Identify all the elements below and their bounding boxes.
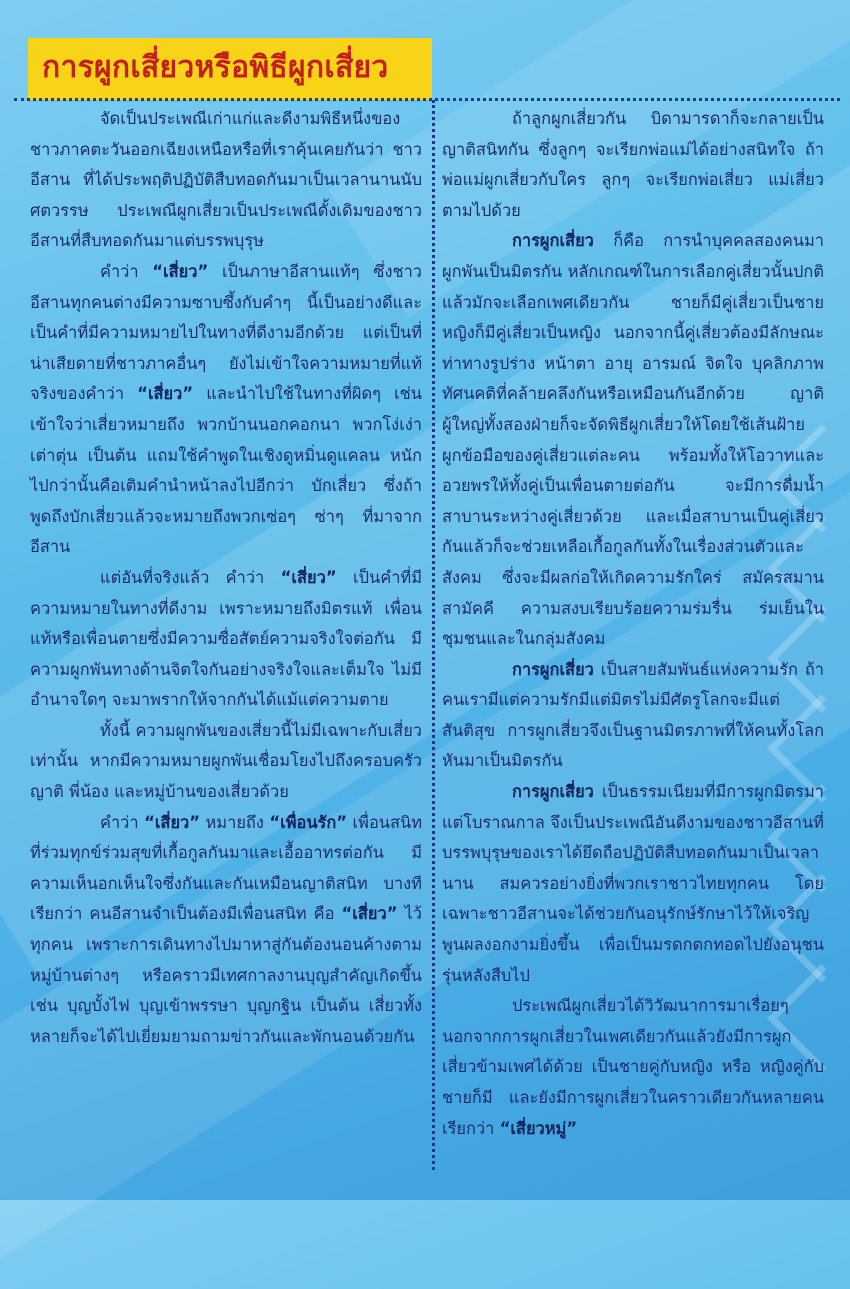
text-segment: จัดเป็นประเพณีเก่าแก่และดีงามพิธีหนึ่งของชาวภาคตะวันออกเฉียงเหนือหรือที่เราคุ้นเคยกันว่า ชาวอีสาน ที่ได้ประพฤติปฏิบัติสืบทอดกันมาเป็นเวลานานนับศตวรรษ ประเพณีผูกเสี่ยวเป็นประเพณีดั้งเดิมของชาวอีสานที่สืบทอดกันมาแต่บรรพบุรุษ xyxy=(30,109,422,251)
text-segment: ก็คือ การนำบุคคลสองคนมาผูกพันเป็นมิตรกัน หลักเกณฑ์ในการเลือกคู่เสี่ยวนั้นปกติแล้วมักจะเลือกเพศเดียวกัน ชายก็มีคู่เสี่ยวเป็นชาย หญิงก็มีคู่เสี่ยวเป็นหญิง นอกจากนี้คู่เสี่ยวต้องมีลักษณะ ท่าทางรูปร่าง หน้าตา อายุ อารมณ์ จิตใจ บุคลิกภาพ ทัศนคติที่คล้ายคลึงกันหรือเหมือนกันอีกด้วย ญาติผู้ใหญ่ทั้งสองฝ่ายก็จะจัดพิธีผูกเสี่ยวให้โดยใช้เส้นฝ้ายผูกข้อมือของคู่เสี่ยวแต่ละคน พร้อมทั้งให้โอวาทและอวยพรให้ทั้งคู่เป็นเพื่อนตายต่อกัน จะมีการดื่มน้ำสาบานระหว่างคู่เสี่ยวด้วย และเมื่อสาบานเป็นคู่เสี่ยวกันแล้วก็จะช่วยเหลือเกื้อกูลกันทั้งในเรื่องส่วนตัวและสังคม ซึ่งจะมีผลก่อให้เกิดความรักใคร่ สมัครสมานสามัคคี ความสงบเรียบร้อยความร่มรื่น ร่มเย็นในชุมชนและในกลุ่มสังคม xyxy=(442,231,824,649)
text-segment: คำว่า xyxy=(100,812,145,832)
text-segment: ทั้งนี้ ความผูกพันของเสี่ยวนี้ไม่มีเฉพาะกับเสี่ยวเท่านั้น หากมีความหมายผูกพันเชื่อมโยงไปถึงครอบครัว ญาติ พี่น้อง และหมู่บ้านของเสี่ยวด้วย xyxy=(30,720,422,802)
bold-term: “เสี่ยว” xyxy=(137,384,194,404)
bold-term: การผูกเสี่ยว xyxy=(512,659,594,679)
text-segment: เป็นภาษาอีสานแท้ๆ ซึ่งชาวอีสานทุกคนต่างมีความซาบซึ้งกับคำๆ นี้เป็นอย่างดีและเป็นคำที่มีความหมายไปในทางที่ดีงามอีกด้วย แต่เป็นที่น่าเสียดายที่ชาวภาคอื่นๆ ยังไม่เข้าใจความหมายที่แท้จริงของคำว่า xyxy=(30,261,422,404)
text-segment: ถ้าลูกผูกเสี่ยวกัน บิดามารดาก็จะกลายเป็นญาติสนิทกัน ซึ่งลูกๆ จะเรียกพ่อแม่ได้อย่างสนิทใจ ถ้าพ่อแม่ผูกเสี่ยวกับใคร ลูกๆ จะเรียกพ่อเสี่ยว แม่เสี่ยวตามไปด้วย xyxy=(442,109,824,220)
paragraph xyxy=(30,104,422,257)
paragraph xyxy=(30,716,422,808)
paragraph xyxy=(30,808,422,1053)
text-segment: และนำไปใช้ในทางที่ผิดๆ เช่น เข้าใจว่าเสี่ยวหมายถึง พวกบ้านนอกคอกนา พวกโง่เง่าเต่าตุ่น เป็นต้น แถมใช้คำพูดในเชิงดูหมิ่นดูแคลน หนักไปกว่านั้นคือเติมคำนำหน้าลงไปอีกว่า บักเสี่ยว ซึ่งถ้า พูดถึงบักเสี่ยวแล้วจะหมายถึงพวกเซ่อๆ ซ่าๆ ที่มาจากอีสาน xyxy=(30,384,422,557)
bold-term: การผูกเสี่ยว xyxy=(512,782,594,802)
paragraph xyxy=(30,257,422,563)
text-segment: เพื่อนสนิทที่ร่วมทุกข์ร่วมสุขที่เกื้อกูลกันมาและเอื้ออาทรต่อกัน มีความเห็นอกเห็นใจซึ่งกันและกันเหมือนญาติสนิท บางทีเรียกว่า คนอีสานจำเป็นต้องมีเพื่อนสนิท คือ xyxy=(30,812,423,924)
text-segment: หมายถึง xyxy=(200,812,270,832)
dotted-divider-horizontal xyxy=(14,98,840,101)
paragraph xyxy=(442,104,824,226)
text-segment: เป็นคำที่มีความหมายในทางที่ดีงาม เพราะหมายถึงมิตรแท้ เพื่อนแท้หรือเพื่อนตายซึ่งมีความซื่อสัตย์ความจริงใจต่อกัน มีความผูกพันทางด้านจิตใจกันอย่างจริงใจและเต็มใจ ไม่มีอำนาจใดๆ จะมาพรากให้จากกันได้แม้แต่ความตาย xyxy=(30,567,423,710)
text-segment: แต่อันที่จริงแล้ว คำว่า xyxy=(100,567,281,587)
text-segment: คำว่า xyxy=(100,261,153,281)
left-column xyxy=(30,104,422,1052)
title-banner xyxy=(28,38,432,100)
bold-term: การผูกเสี่ยว xyxy=(512,231,594,251)
dotted-divider-vertical xyxy=(432,100,435,1170)
paragraph xyxy=(442,655,824,777)
bold-term: “เสี่ยว” xyxy=(144,812,201,832)
bold-term: “เสี่ยวหมู่” xyxy=(499,1118,578,1138)
bold-term: “เสี่ยว” xyxy=(280,567,337,587)
right-column xyxy=(442,104,824,1144)
paragraph xyxy=(442,991,824,1144)
page-title: การผูกเสี่ยวหรือพิธีผูกเสี่ยว xyxy=(42,50,389,85)
bold-term: “เพื่อนรัก” xyxy=(269,812,348,832)
paragraph xyxy=(442,777,824,991)
bold-term: “เสี่ยว” xyxy=(341,904,398,924)
text-segment: เป็นธรรมเนียมที่มีการผูกมิตรมาแต่โบราณกาล จึงเป็นประเพณีอันดีงามของชาวอีสานที่บรรพบุรุษของเราได้ยึดถือปฏิบัติสืบทอดกันมาเป็นเวลานาน สมควรอย่างยิ่งที่พวกเราชาวไทยทุกคน โดยเฉพาะชาวอีสานจะได้ช่วยกันอนุรักษ์รักษาไว้ให้เจริญพูนผลงอกงามยิ่งขึ้น เพื่อเป็นมรดกตกทอดไปยังอนุชนรุ่นหลังสืบไป xyxy=(442,782,824,985)
paragraph xyxy=(30,563,422,716)
paragraph xyxy=(442,226,824,654)
text-segment: เป็นสายสัมพันธ์แห่งความรัก ถ้าคนเรามีแต่ความรักมีแต่มิตรไม่มีศัตรูโลกจะมีแต่สันติสุข การผูกเสี่ยวจึงเป็นฐานมิตรภาพที่ให้คนทั้งโลกหันมาเป็นมิตรกัน xyxy=(442,659,824,771)
text-segment: ประเพณีผูกเสี่ยวได้วิวัฒนาการมาเรื่อยๆ นอกจากการผูกเสี่ยวในเพศเดียวกันแล้วยังมีการผูกเสี่ยวข้ามเพศได้ด้วย เป็นชายคู่กับหญิง หรือ หญิงคู่กับชายก็มี และยังมีการผูกเสี่ยวในคราวเดียวกันหลายคน เรียกว่า xyxy=(442,996,824,1138)
bold-term: “เสี่ยว” xyxy=(152,261,209,281)
text-segment: ไว้ทุกคน เพราะการเดินทางไปมาหาสู่กันต้องนอนค้างตามหมู่บ้านต่างๆ หรือคราวมีเทศกาลงานบุญสำคัญเกิดขึ้น เช่น บุญบั้งไฟ บุญเข้าพรรษา บุญกฐิน เป็นต้น เสี่ยวทั้งหลายก็จะได้ไปเยี่ยมยามถามข่าวกันและพักนอนด้วยกัน xyxy=(30,904,422,1046)
